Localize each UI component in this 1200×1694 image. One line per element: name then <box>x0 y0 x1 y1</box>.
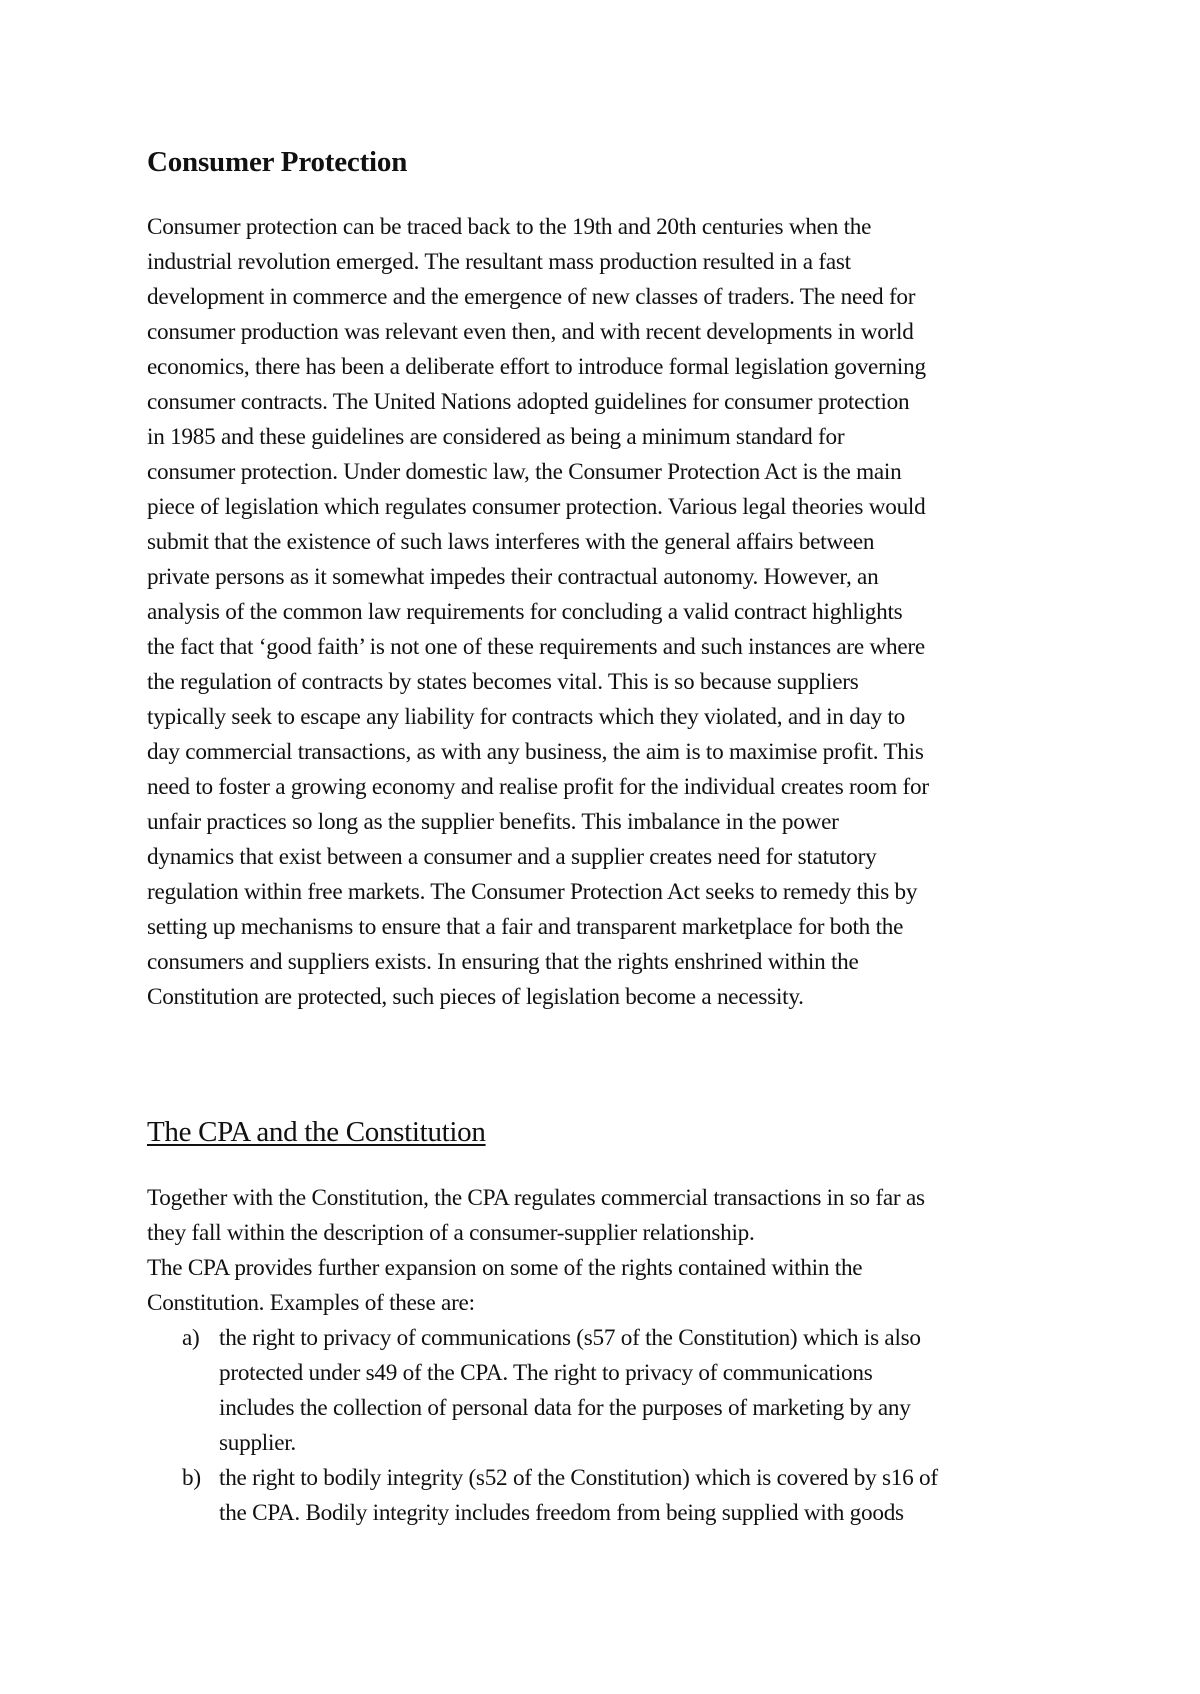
list-marker: a) <box>182 1325 200 1351</box>
list-item <box>147 1461 1072 1531</box>
text-line: economics, there has been a deliberate effort to introduce formal legislation governing <box>147 354 926 380</box>
section-heading: The CPA and the Constitution <box>147 1116 486 1148</box>
document-body <box>147 142 1072 1531</box>
text-line: setting up mechanisms to ensure that a fair and transparent marketplace for both the <box>147 914 904 940</box>
text-line: they fall within the description of a consumer-supplier relationship. <box>147 1220 755 1246</box>
text-line: consumer contracts. The United Nations adopted guidelines for consumer protection <box>147 389 910 415</box>
text-line: includes the collection of personal data for the purposes of marketing by any <box>219 1395 911 1421</box>
text-line: piece of legislation which regulates consumer protection. Various legal theories would <box>147 494 926 520</box>
text-line: the CPA. Bodily integrity includes freedom from being supplied with goods <box>219 1500 904 1526</box>
text-line: development in commerce and the emergence of new classes of traders. The need for <box>147 284 916 310</box>
text-line: protected under s49 of the CPA. The right to privacy of communications <box>219 1360 873 1386</box>
text-line: consumers and suppliers exists. In ensuring that the rights enshrined within the <box>147 949 859 975</box>
text-line: regulation within free markets. The Consumer Protection Act seeks to remedy this by <box>147 879 918 905</box>
text-line: unfair practices so long as the supplier benefits. This imbalance in the power <box>147 809 839 835</box>
text-line: Constitution are protected, such pieces of legislation become a necessity. <box>147 984 804 1010</box>
text-line: the right to bodily integrity (s52 of the Constitution) which is covered by s16 of <box>219 1465 938 1491</box>
rights-list <box>147 1321 1072 1531</box>
text-line: day commercial transactions, as with any business, the aim is to maximise profit. This <box>147 739 924 765</box>
document-title: Consumer Protection <box>147 146 408 178</box>
text-line: private persons as it somewhat impedes their contractual autonomy. However, an <box>147 564 879 590</box>
text-line: the fact that ‘good faith’ is not one of these requirements and such instances are where <box>147 634 925 660</box>
list-item <box>147 1321 1072 1461</box>
text-line: need to foster a growing economy and realise profit for the individual creates room for <box>147 774 929 800</box>
text-line: supplier. <box>219 1430 296 1456</box>
text-line: Consumer protection can be traced back to the 19th and 20th centuries when the <box>147 214 872 240</box>
text-line: typically seek to escape any liability for contracts which they violated, and in day to <box>147 704 906 730</box>
text-line: in 1985 and these guidelines are considered as being a minimum standard for <box>147 424 845 450</box>
text-line: dynamics that exist between a consumer and a supplier creates need for statutory <box>147 844 877 870</box>
text-line: industrial revolution emerged. The resultant mass production resulted in a fast <box>147 249 851 275</box>
text-line: analysis of the common law requirements for concluding a valid contract highlights <box>147 599 903 625</box>
text-line: Constitution. Examples of these are: <box>147 1290 475 1316</box>
text-line: Together with the Constitution, the CPA regulates commercial transactions in so far as <box>147 1185 925 1211</box>
text-line: consumer production was relevant even then, and with recent developments in world <box>147 319 914 345</box>
text-line: consumer protection. Under domestic law, the Consumer Protection Act is the main <box>147 459 902 485</box>
text-line: submit that the existence of such laws interferes with the general affairs between <box>147 529 875 555</box>
section-paragraph <box>147 1181 1072 1321</box>
text-line: the right to privacy of communications (s57 of the Constitution) which is also <box>219 1325 921 1351</box>
intro-paragraph <box>147 210 1072 1015</box>
text-line: The CPA provides further expansion on some of the rights contained within the <box>147 1255 863 1281</box>
list-marker: b) <box>182 1465 201 1491</box>
text-line: the regulation of contracts by states becomes vital. This is so because suppliers <box>147 669 859 695</box>
